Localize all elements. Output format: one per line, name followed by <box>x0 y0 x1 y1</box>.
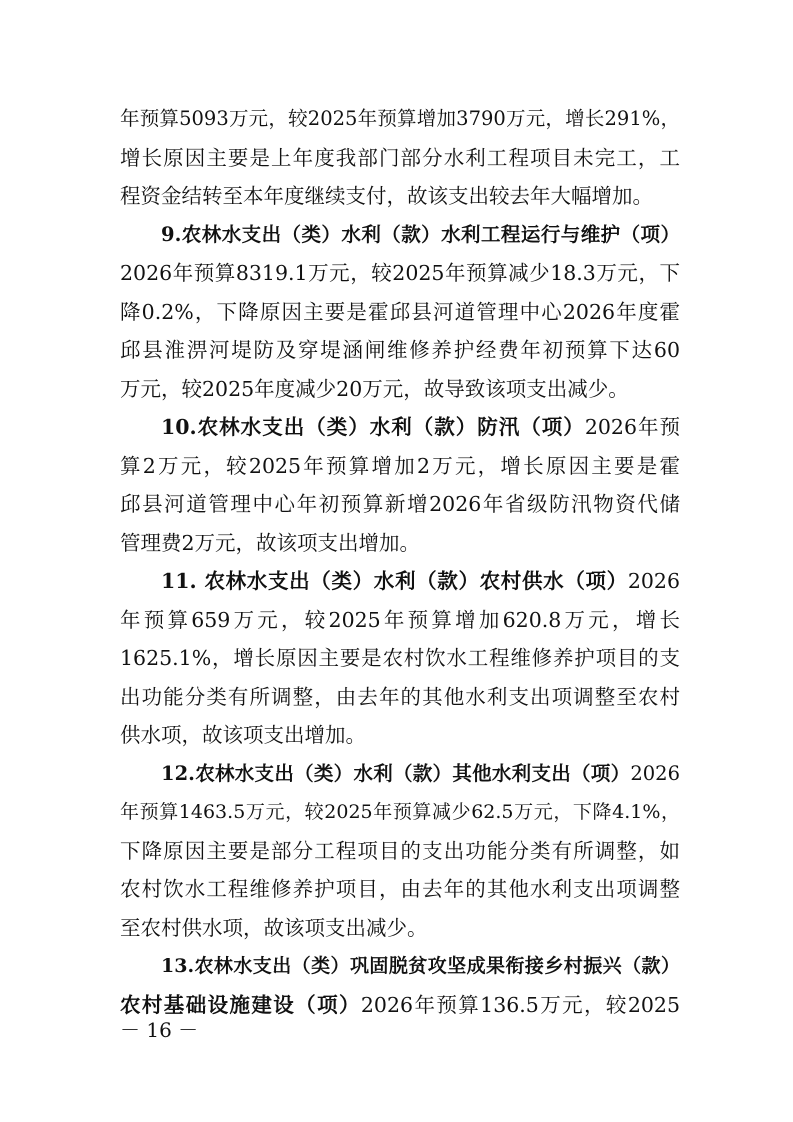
paragraph-heading-12 <box>120 755 680 794</box>
text-line <box>120 832 680 871</box>
text-line <box>120 678 680 717</box>
text-line <box>120 485 680 524</box>
item-heading: 12.农林水支出（类）水利（款）其他水利支出（项） <box>161 761 631 785</box>
line-text: 2026年预 <box>584 415 680 439</box>
paragraph-heading-9 <box>120 216 680 255</box>
paragraph-heading-11 <box>120 562 680 601</box>
item-heading: 11. 农林水支出（类）水利（款）农村供水（项） <box>161 569 628 593</box>
page-number: － 16 － <box>120 1018 199 1042</box>
line-text: 程资金结转至本年度继续支付，故该支出较去年大幅增加。 <box>120 184 653 208</box>
line-text: 年预算5093万元，较2025年预算增加3790万元，增长291%， <box>120 107 680 130</box>
text-line <box>120 716 680 755</box>
line-text: 年预算1463.5万元，较2025年预算减少62.5万元，下降4.1%， <box>120 801 680 823</box>
item-heading: 农村基础设施建设（项） <box>120 992 361 1017</box>
text-line <box>120 909 680 948</box>
line-text: 农村饮水工程维修养护项目，由去年的其他水利支出项调整 <box>120 877 680 901</box>
item-heading: 9.农林水支出（类）水利（款）水利工程运行与维护（项） <box>161 222 680 246</box>
text-line <box>120 100 680 139</box>
text-line <box>120 331 680 370</box>
text-line <box>120 793 680 832</box>
text-line <box>120 986 680 1025</box>
line-text: 增长原因主要是上年度我部门部分水利工程项目未完工，工 <box>120 145 680 170</box>
text-line <box>120 177 680 216</box>
line-text: 出功能分类有所调整，由去年的其他水利支出项调整至农村 <box>120 684 680 709</box>
text-line <box>120 601 680 640</box>
line-text: 算2万元，较2025年预算增加2万元，增长原因主要是霍 <box>120 453 680 478</box>
paragraph-heading-13 <box>120 947 680 986</box>
text-line <box>120 870 680 909</box>
item-heading: 10.农林水支出（类）水利（款）防汛（项） <box>161 415 585 439</box>
line-text: 管理费2万元，故该项支出增加。 <box>120 530 421 555</box>
line-text: 邱县河道管理中心年初预算新增2026年省级防汛物资代储 <box>120 492 680 516</box>
line-text: 2026 <box>630 761 680 785</box>
document-body <box>120 100 680 1024</box>
text-line <box>120 254 680 293</box>
text-line <box>120 139 680 178</box>
line-text: 1625.1%，增长原因主要是农村饮水工程维修养护项目的支 <box>120 646 680 670</box>
line-text: 2026年预算8319.1万元，较2025年预算减少18.3万元，下 <box>120 261 680 285</box>
text-line <box>120 524 680 563</box>
line-text: 2026 <box>627 569 680 593</box>
line-text: 供水项，故该项支出增加。 <box>120 723 366 747</box>
text-line <box>120 639 680 678</box>
line-text: 年预算659万元，较2025年预算增加620.8万元，增长 <box>120 607 680 632</box>
line-text: 2026年预算136.5万元，较2025 <box>360 992 680 1017</box>
text-line <box>120 370 680 409</box>
text-line <box>120 293 680 332</box>
line-text: 万元，较2025年度减少20万元，故导致该项支出减少。 <box>120 376 629 401</box>
paragraph-heading-10 <box>120 408 680 447</box>
line-text: 下降原因主要是部分工程项目的支出功能分类有所调整，如 <box>120 838 680 863</box>
line-text: 至农村供水项，故该项支出减少。 <box>120 915 428 940</box>
line-text: 降0.2%，下降原因主要是霍邱县河道管理中心2026年度霍 <box>120 299 680 324</box>
line-text: 邱县淮淠河堤防及穿堤涵闸维修养护经费年初预算下达60 <box>120 338 680 362</box>
item-heading: 13.农林水支出（类）巩固脱贫攻坚成果衔接乡村振兴（款） <box>161 955 680 977</box>
text-line <box>120 447 680 486</box>
